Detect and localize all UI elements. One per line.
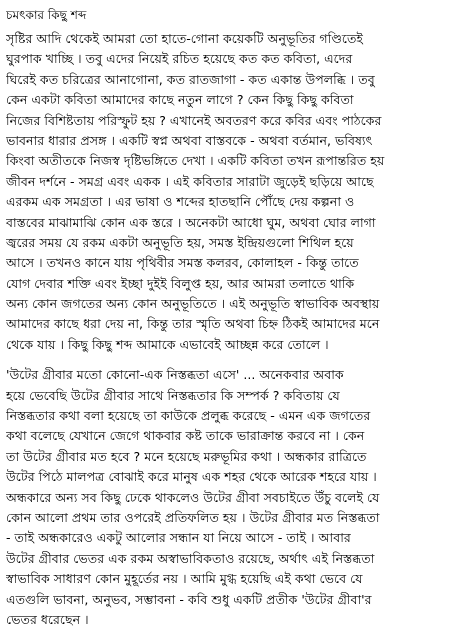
text-line: ঘিরেই কত চরিত্রের আনাগোনা, কত রাতজাগা - কত একান্ত উপলব্ধি । তবু [6, 71, 375, 87]
text-line: থেকে যায় । কিছু কিছু শব্দ আমাকে এভাবেই আচ্ছন্ন করে তোলে । [6, 336, 329, 352]
text-line: হয়ে ভেবেছি উটের গ্রীবার সাথে নিস্তব্ধতার কি সম্পর্ক ? কবিতায় যে [6, 387, 340, 403]
text-line: স্বাভাবিক সাধারণ কোন মুহূর্তের নয় । আমি মুগ্ধ হয়েছি এই কথা ভেবে যে [6, 571, 363, 587]
text-line: কথা বলেছে যেখানে জেগে থাকবার কষ্ট তাকে ভারাক্রান্ত করবে না । কেন [6, 428, 365, 444]
text-line: অন্ধকারে অন্য সব কিছু ঢেকে থাকলেও উটের গ্রীবা সবচাইতে উঁচু বলেই যে [6, 489, 380, 505]
text-line: আসে । তখনও কানে যায় পৃথিবীর সমস্ত কলরব, কোলাহল - কিন্তু তাতে [6, 255, 359, 271]
paragraph-gap [6, 355, 450, 365]
text-line: ভাবনার ধারার প্রসঙ্গ । একটি স্বপ্ন অথবা বাস্তবকে - অথবা বর্তমান, ভবিষ্যৎ [6, 132, 373, 148]
text-line: তা উটের গ্রীবার মত হবে ? মনে হয়েছে মরুভূমির কথা । অন্ধকার রাত্রিতে [6, 448, 367, 464]
text-line: উটের গ্রীবার ভেতর এক রকম অস্বাভাবিকতাও রয়েছে, অর্থাৎ এই নিস্তব্ধতা [6, 550, 375, 566]
text-line: ঘুরপাক খাচ্ছি । তবু এদের নিয়েই রচিত হয়েছে কত কত কবিতা, এদের [6, 51, 353, 67]
text-line: কেন একটা কবিতা আমাদের কাছে নতুন লাগে ? কেন কিছু কিছু কবিতা [6, 92, 354, 108]
text-line: কিংবা অতীতকে নিজস্ব দৃষ্টিভঙ্গিতে দেখা । একটি কবিতা তখন রূপান্তরিত হয় [6, 153, 385, 169]
paragraph-1 [6, 29, 450, 355]
text-line: বাস্তবের মাঝামাঝি কোন এক স্তরে । অনেকটা আধো ঘুম, অথবা ঘোর লাগা [6, 214, 376, 230]
text-line: আমাদের কাছে ধরা দেয় না, কিন্তু তার স্মৃতি অথবা চিহ্ন ঠিকই আমাদের মনে [6, 316, 380, 332]
text-line: এতগুলি ভাবনা, অনুভব, সম্ভাবনা - কবি শুধু একটি প্রতীক 'উটের গ্রীবা'র [6, 591, 372, 607]
text-line: কোন আলো প্রথম তার ওপরেই প্রতিফলিত হয় । উটের গ্রীবার মত নিস্তব্ধতা [6, 509, 380, 525]
text-line: নিস্তব্ধতার কথা বলা হয়েছে তা কাউকে প্রলুব্ধ করেছে - এমন এক জগতের [6, 408, 371, 424]
text-line: যোগ দেবার শক্তি এবং ইচ্ছা দুইই বিলুপ্ত হয়, আর আমরা তলাতে থাকি [6, 275, 355, 291]
text-line: এরকম এক সমগ্রতা । এর ভাষা ও শব্দের হাতছানি পৌঁছে দেয় কল্পনা ও [6, 194, 355, 210]
text-line: জীবন দর্শনে - সমগ্র এবং একক । এই কবিতার সারাটা জুড়েই ছড়িয়ে আছে [6, 173, 374, 189]
text-line: ভেতর ধরেছেন । [6, 611, 89, 627]
text-line: অন্য কোন জগতের অন্য কোন অনুভূতিতে । এই অনুভূতি স্বাভাবিক অবস্থায় [6, 296, 380, 312]
text-line: উটের পিঠে মালপত্র বোঝাই করে মানুষ এক শহর থেকে আরেক শহরে যায় । [6, 469, 377, 485]
text-line: সৃষ্টির আদি থেকেই আমরা তো হাতে-গোনা কয়েকটি অনুভূতির গণ্ডিতেই [6, 31, 363, 46]
text-line: - তাই অন্ধকারেও একটু আলোর সন্ধান যা নিয়ে আসে - তাই । আবার [6, 530, 351, 546]
text-line: নিজের বিশিষ্টতায় পরিস্ফুট হয় ? এখানেই অবতরণ করে কবির এবং পাঠকের [6, 112, 382, 128]
text-line: 'উটের গ্রীবার মতো কোনো-এক নিস্তব্ধতা এসে' ... অনেকবার অবাক [6, 367, 344, 383]
text-line: জ্বরের সময় যে রকম একটা অনুভূতি হয়, সমস্ত ইন্দ্রিয়গুলো শিথিল হয়ে [6, 234, 354, 250]
document-title: চমৎকার কিছু শব্দ [6, 8, 87, 22]
paragraph-2 [6, 365, 450, 630]
